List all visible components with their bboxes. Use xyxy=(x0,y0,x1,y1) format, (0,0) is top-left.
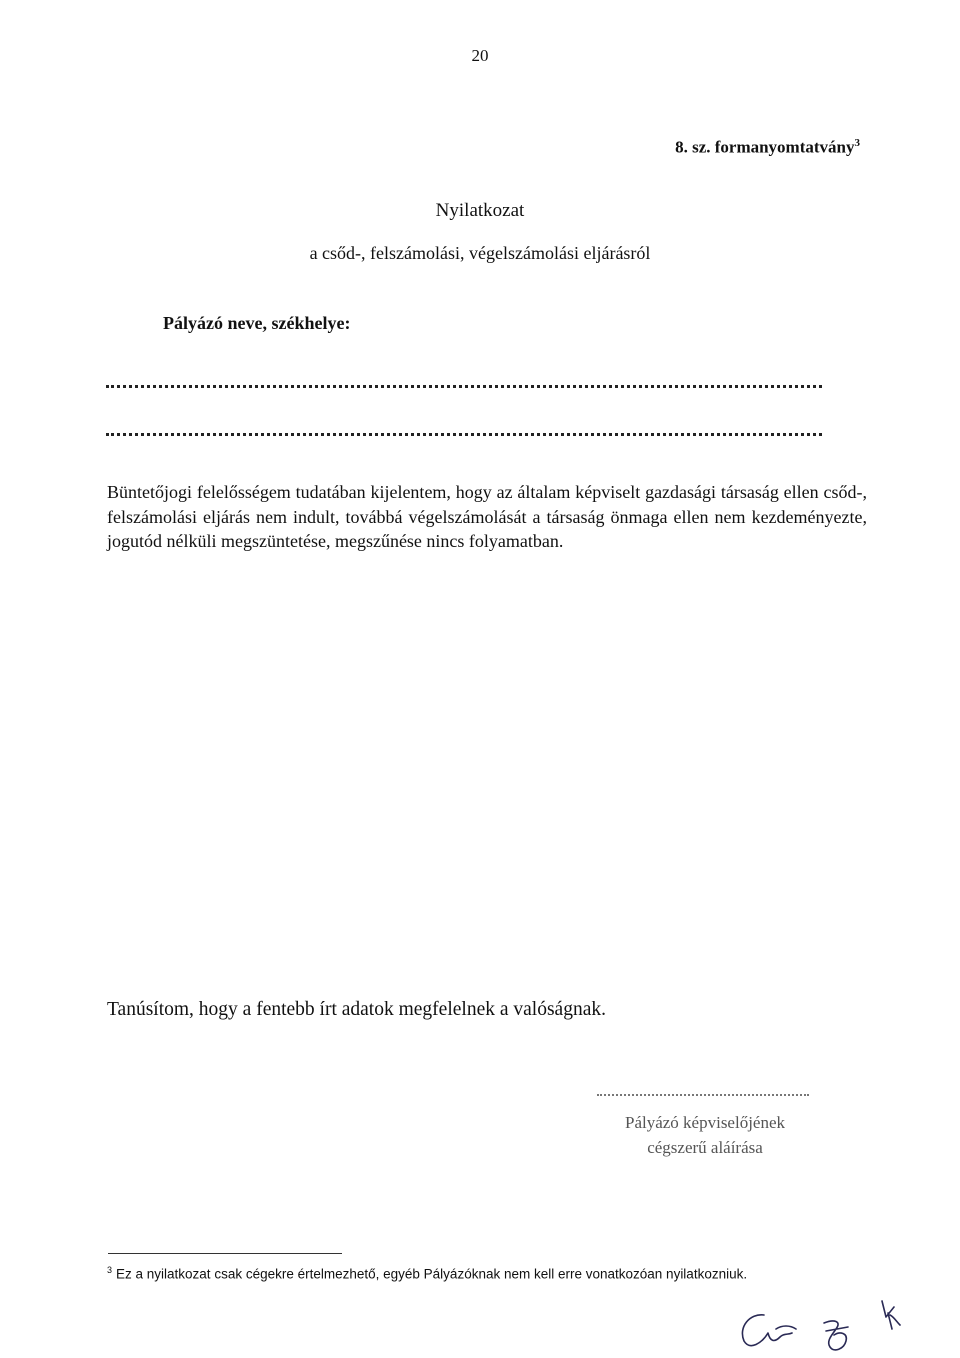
footnote-reference: 3 xyxy=(854,137,860,149)
form-number xyxy=(675,137,860,158)
signature-caption xyxy=(590,1110,820,1160)
handwritten-initials xyxy=(730,1295,920,1358)
applicant-name-label: Pályázó neve, székhelye: xyxy=(163,313,351,333)
declaration-paragraph: Büntetőjogi felelősségem tudatában kijelentem, hogy az általam képviselt gazdasági társaság ellen csőd-, felszámolási eljárás nem indult, továbbá végelszámolását a társaság önmaga ellen nem kezdeményezte, jogutód nélküli megszüntetése, megszűnése nincs folyamatban. xyxy=(107,482,867,551)
footnote xyxy=(107,1265,747,1282)
signature-caption-line-2: cégszerű aláírása xyxy=(647,1138,763,1157)
footnote-text: Ez a nyilatkozat csak cégekre értelmezhető, egyéb Pályázóknak nem kell erre vonatkozóan nyilatkozniuk. xyxy=(116,1266,748,1282)
footnote-marker: 3 xyxy=(107,1265,113,1275)
footnote-separator xyxy=(108,1253,342,1254)
applicant-fill-line-1 xyxy=(106,385,822,388)
certification-statement: Tanúsítom, hogy a fentebb írt adatok megfelelnek a valóságnak. xyxy=(107,999,606,1020)
applicant-fill-line-2 xyxy=(106,433,822,436)
page-number: 20 xyxy=(471,46,489,65)
form-number-label: 8. sz. formanyomtatvány xyxy=(675,137,855,157)
document-title: Nyilatkozat xyxy=(435,200,525,221)
signature-caption-line-1: Pályázó képviselőjének xyxy=(624,1113,786,1132)
document-subtitle: a csőd-, felszámolási, végelszámolási eljárásról xyxy=(309,243,651,263)
signature-line xyxy=(597,1094,809,1096)
